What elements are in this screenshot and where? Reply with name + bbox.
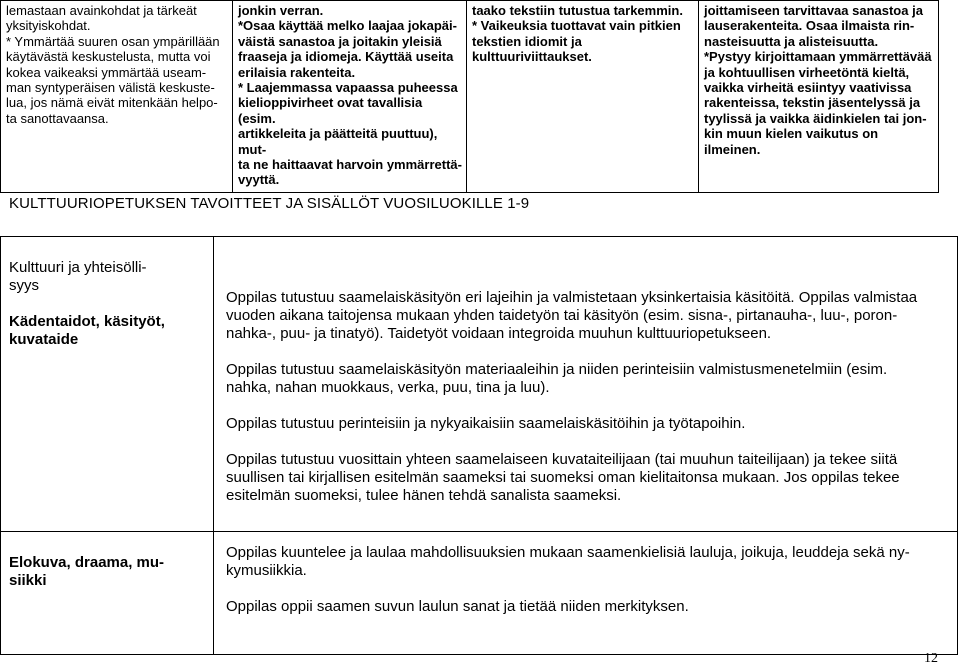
level-descriptor-table [0, 0, 939, 193]
row-label-cell [1, 532, 214, 655]
content-paragraph: Oppilas kuuntelee ja laulaa mahdollisuuksien mukaan saamenkielisiä lauluja, joikuja, leuddeja sekä ny- kymusiikkia. [226, 544, 910, 579]
content-paragraph: Oppilas tutustuu saamelaiskäsityön eri lajeihin ja valmistetaan yksinkertaisia käsitöitä. Oppilas valmistaa vuoden aikana taitojensa mukaan yhden taidetyön tai käsityön (esim. sisna-, pirtanauha-, luu-, poron- nahka-, puu- ja tinatyö). Taidetyöt voidaan integroida muuhun kulttuuriopetukseen. [226, 289, 918, 342]
row-label-culture: Kulttuuri ja yhteisölli- syys [9, 259, 147, 294]
section-heading: KULTTUURIOPETUKSEN TAVOITTEET JA SISÄLLÖT VUOSILUOKILLE 1-9 [9, 195, 530, 212]
content-paragraph: Oppilas oppii saamen suvun laulun sanat ja tietää niiden merkityksen. [226, 598, 689, 615]
row-label-film-drama-music: Elokuva, draama, mu- siikki [9, 554, 165, 589]
row-label-handicrafts: Kädentaidot, käsityöt, kuvataide [9, 313, 165, 348]
table-row [1, 532, 958, 655]
row-content-cell [214, 237, 958, 532]
row-content-cell [214, 532, 958, 655]
culture-content-table [0, 236, 958, 655]
page-number: 12 [924, 651, 938, 666]
descriptor-cell-speaking: jonkin verran. *Osaa käyttää melko laajaa jokapäi- väistä sanastoa ja joitakin yleisiä fraaseja ja idiomeja. Käyttää useita erilaisia rakenteita. * Laajemmassa vapaassa puheessa kielioppivirheet ovat tavallisia (esim. artikkeleita ja päätteitä puuttuu), mut- ta ne haittaavat harvoin ymmärrettä- vyyttä. [233, 1, 467, 193]
descriptor-cell-writing: joittamiseen tarvittavaa sanastoa ja lauserakenteita. Osaa ilmaista rin- nasteisuutta ja alisteisuutta. *Pystyy kirjoittamaan ymmärrettävää ja kohtuullisen virheetöntä kieltä, vaikka virheitä esiintyy vaativissa rakenteissa, tekstin jäsentelyssä ja tyylissä ja vaikka äidinkielen tai jon- kin muun kielen vaikutus on ilmeinen. [699, 1, 939, 193]
content-paragraph: Oppilas tutustuu perinteisiin ja nykyaikaisiin saamelaiskäsitöihin ja työtapoihin. [226, 415, 746, 432]
content-paragraph: Oppilas tutustuu saamelaiskäsityön materiaaleihin ja niiden perinteisiin valmistusmenetelmiin (esim. nahka, nahan muokkaus, verka, puu, tina ja luu). [226, 361, 888, 396]
content-paragraph: Oppilas tutustuu vuosittain yhteen saamelaiseen kuvataiteilijaan (tai muuhun taiteilijaan) ja tekee siitä suullisen tai kirjallisen esitelmän saameksi tai suomeksi oman kielitaitonsa mukaan. Jos oppilas tekee esitelmän suomeksi, tulee hänen tehdä sanalista saameksi. [226, 451, 900, 504]
descriptor-cell-reading: taako tekstiin tutustua tarkemmin. * Vaikeuksia tuottavat vain pitkien tekstien idiomit ja kulttuuriviittaukset. [467, 1, 699, 193]
table-row [1, 237, 958, 532]
descriptor-cell-listening: lemastaan avainkohdat ja tärkeät yksityiskohdat. * Ymmärtää suuren osan ympärillään käytävästä keskustelusta, mutta voi kokea vaikeaksi ymmärtää useam- man syntyperäisen välistä keskuste- lua, jos nämä eivät mitenkään helpo- ta sanottavaansa. [1, 1, 233, 193]
row-label-cell [1, 237, 214, 532]
